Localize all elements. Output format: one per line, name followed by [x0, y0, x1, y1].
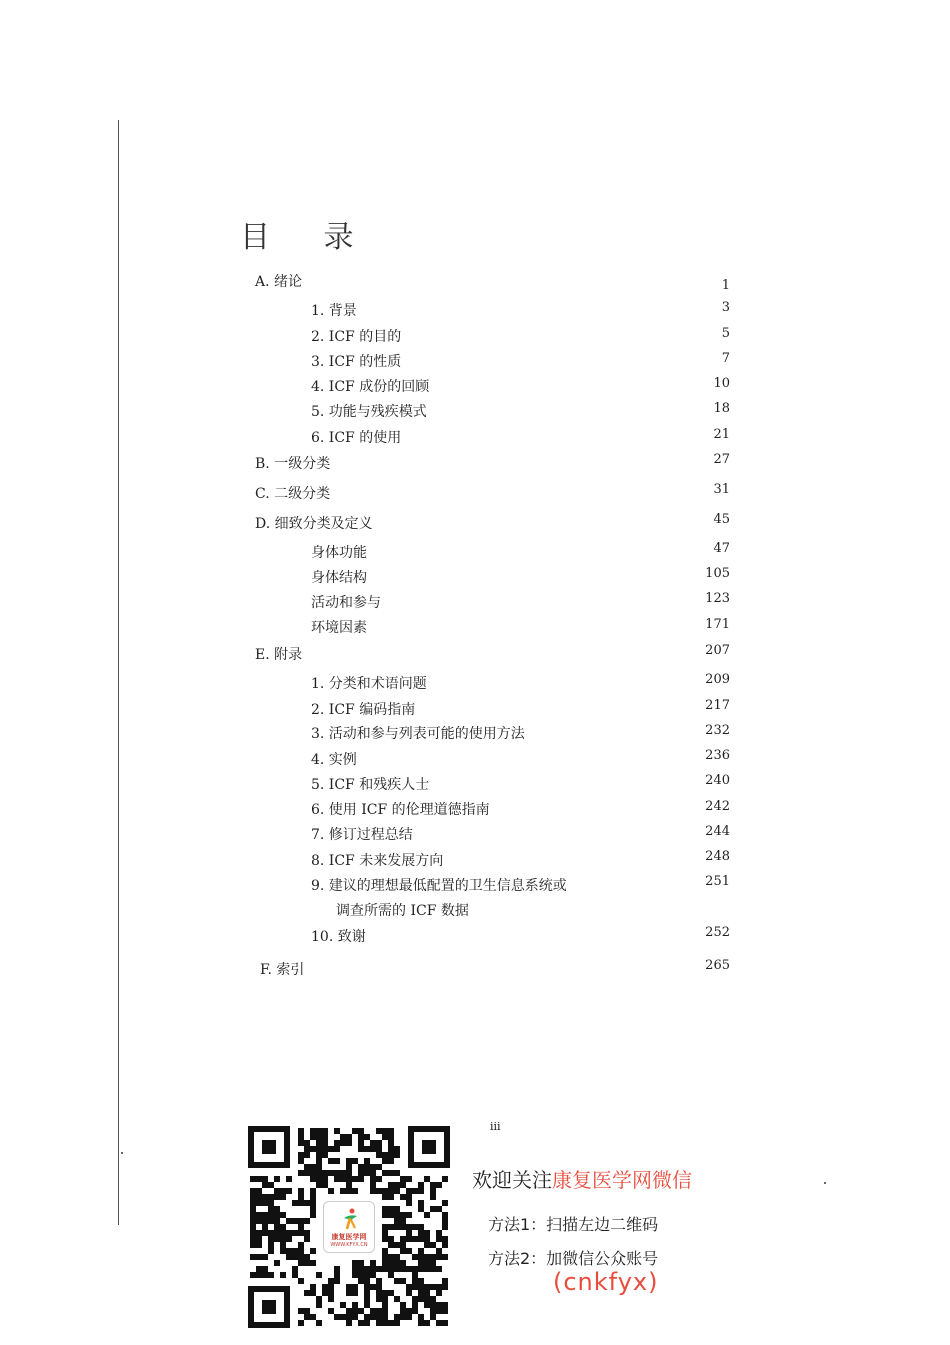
toc-entry-label: F. 索引 [260, 962, 305, 978]
qr-module [286, 1236, 292, 1242]
qr-module [304, 1152, 310, 1158]
margin-rule [118, 120, 119, 1225]
qr-module [406, 1176, 412, 1182]
toc-entry-page: 18 [713, 401, 730, 416]
toc-entry-page: 10 [713, 376, 730, 391]
toc-entry-page: 251 [705, 874, 730, 889]
toc-entry-page: 21 [713, 427, 730, 442]
toc-entry-page: 248 [705, 849, 730, 864]
toc-entry-page: 7 [721, 351, 730, 366]
qr-module [334, 1278, 340, 1284]
qr-module [436, 1182, 442, 1188]
promo-method-1: 方法1：扫描左边二维码 [488, 1215, 659, 1234]
qr-module [442, 1242, 448, 1248]
qr-module [346, 1320, 352, 1326]
qr-module [394, 1152, 400, 1158]
qr-module [364, 1320, 370, 1326]
qr-module [394, 1320, 400, 1326]
qr-module [310, 1248, 316, 1254]
toc-entry-page: 240 [705, 773, 730, 788]
toc-entry-page: 265 [705, 958, 730, 973]
qr-module [334, 1158, 340, 1164]
qr-module [256, 1242, 262, 1248]
toc-entry-page: 236 [705, 748, 730, 763]
toc-entry-page: 27 [713, 452, 730, 467]
toc-entry-page: 209 [705, 672, 730, 687]
toc-entry-page: 207 [705, 643, 730, 658]
qr-code[interactable] [248, 1126, 450, 1328]
qr-module [280, 1272, 286, 1278]
qr-module [388, 1194, 394, 1200]
qr-module [316, 1320, 322, 1326]
toc-entry-page: 3 [721, 300, 730, 315]
toc-entry-label: 5. ICF 和残疾人士 [311, 777, 430, 793]
qr-module [442, 1254, 448, 1260]
toc-entry-page: 105 [705, 566, 730, 581]
toc-entry-label: 3. 活动和参与列表可能的使用方法 [311, 726, 525, 742]
qr-module [316, 1272, 322, 1278]
qr-module [328, 1296, 334, 1302]
qr-module [280, 1194, 286, 1200]
logo-figure-icon [340, 1208, 360, 1230]
qr-module [268, 1248, 274, 1254]
toc-entry-page: 5 [721, 326, 730, 341]
toc-entry-label: 9. 建议的理想最低配置的卫生信息系统或 [311, 878, 567, 894]
qr-module [436, 1290, 442, 1296]
toc-entry-label: 环境因素 [311, 620, 367, 636]
qr-module [436, 1266, 442, 1272]
qr-module [442, 1308, 448, 1314]
qr-module [352, 1188, 358, 1194]
qr-module [286, 1188, 292, 1194]
qr-module [328, 1188, 334, 1194]
qr-finder-pattern [408, 1126, 450, 1168]
toc-entry-page: 242 [705, 799, 730, 814]
qr-module [442, 1320, 448, 1326]
toc-entry-label: 身体结构 [311, 570, 367, 586]
toc-entry-page: 232 [705, 723, 730, 738]
toc-entry-page: 45 [713, 512, 730, 527]
toc-entry-page: 252 [705, 925, 730, 940]
toc-entry-label: 6. ICF 的使用 [311, 430, 402, 446]
toc-entry-label: 2. ICF 编码指南 [311, 702, 416, 718]
qr-module [262, 1254, 268, 1260]
qr-module [286, 1176, 292, 1182]
qr-module [358, 1176, 364, 1182]
promo-account: (cnkfyx) [553, 1268, 659, 1296]
site-logo [323, 1201, 375, 1253]
qr-module [310, 1212, 316, 1218]
promo-highlight: 康复医学网微信 [552, 1168, 692, 1192]
toc-entry-label: 2. ICF 的目的 [311, 329, 402, 345]
qr-module [424, 1320, 430, 1326]
toc-entry-page: 217 [705, 698, 730, 713]
toc-entry-label: 身体功能 [311, 545, 367, 561]
scan-speck [121, 1152, 123, 1154]
qr-module [298, 1278, 304, 1284]
qr-module [334, 1146, 340, 1152]
qr-module [406, 1314, 412, 1320]
promo-method-2: 方法2：加微信公众账号 [488, 1249, 659, 1268]
qr-module [442, 1200, 448, 1206]
qr-module [388, 1158, 394, 1164]
toc-entry-label: 4. ICF 成份的回顾 [311, 379, 430, 395]
toc-entry-label: 8. ICF 未来发展方向 [311, 853, 444, 869]
qr-module [274, 1260, 280, 1266]
toc-entry-label: D. 细致分类及定义 [255, 516, 373, 532]
toc-entry-label: 1. 分类和术语问题 [311, 676, 427, 692]
toc-entry-label: A. 绪论 [255, 274, 303, 290]
logo-text: 康复医学网 [331, 1233, 367, 1241]
qr-module [274, 1176, 280, 1182]
promo-headline [472, 1164, 692, 1193]
qr-module [406, 1212, 412, 1218]
toc-entry-page: 123 [705, 591, 730, 606]
qr-module [418, 1188, 424, 1194]
logo-url: WWW.KFYX.CN [330, 1242, 368, 1248]
qr-finder-pattern [248, 1126, 290, 1168]
toc-entry-label: 活动和参与 [311, 595, 381, 611]
qr-module [316, 1302, 322, 1308]
qr-finder-pattern [248, 1286, 290, 1328]
toc-entry-page: 47 [713, 541, 730, 556]
qr-module [424, 1212, 430, 1218]
toc-entry-page: 244 [705, 824, 730, 839]
toc-entry-label: C. 二级分类 [255, 486, 331, 502]
qr-module [310, 1260, 316, 1266]
toc-entry-label: B. 一级分类 [255, 456, 331, 472]
qr-module [304, 1218, 310, 1224]
toc-entry-label: 5. 功能与残疾模式 [311, 404, 427, 420]
qr-module [352, 1290, 358, 1296]
toc-entry-label: 7. 修订过程总结 [311, 827, 413, 843]
toc-entry-label: 调查所需的 ICF 数据 [336, 903, 469, 919]
toc-title: 目 录 [240, 220, 376, 255]
toc-entry-label: 4. 实例 [311, 752, 357, 768]
qr-module [430, 1194, 436, 1200]
toc-entry-page: 31 [713, 482, 730, 497]
toc-entry-label: E. 附录 [255, 647, 303, 663]
qr-module [442, 1284, 448, 1290]
page-number: iii [490, 1120, 501, 1133]
qr-module [304, 1236, 310, 1242]
qr-module [376, 1176, 382, 1182]
qr-module [406, 1200, 412, 1206]
qr-module [346, 1140, 352, 1146]
qr-module [268, 1272, 274, 1278]
toc-entry-label: 6. 使用 ICF 的伦理道德指南 [311, 802, 490, 818]
toc-entry-label: 3. ICF 的性质 [311, 354, 402, 370]
qr-module [298, 1320, 304, 1326]
qr-module [442, 1176, 448, 1182]
toc-entry-label: 1. 背景 [311, 303, 357, 319]
toc-entry-page: 171 [705, 617, 730, 632]
scan-speck [824, 1182, 826, 1184]
toc-entry-label: 10. 致谢 [311, 929, 366, 945]
toc-entry-page: 1 [721, 278, 730, 293]
qr-module [442, 1224, 448, 1230]
promo-prefix: 欢迎关注 [472, 1168, 552, 1192]
